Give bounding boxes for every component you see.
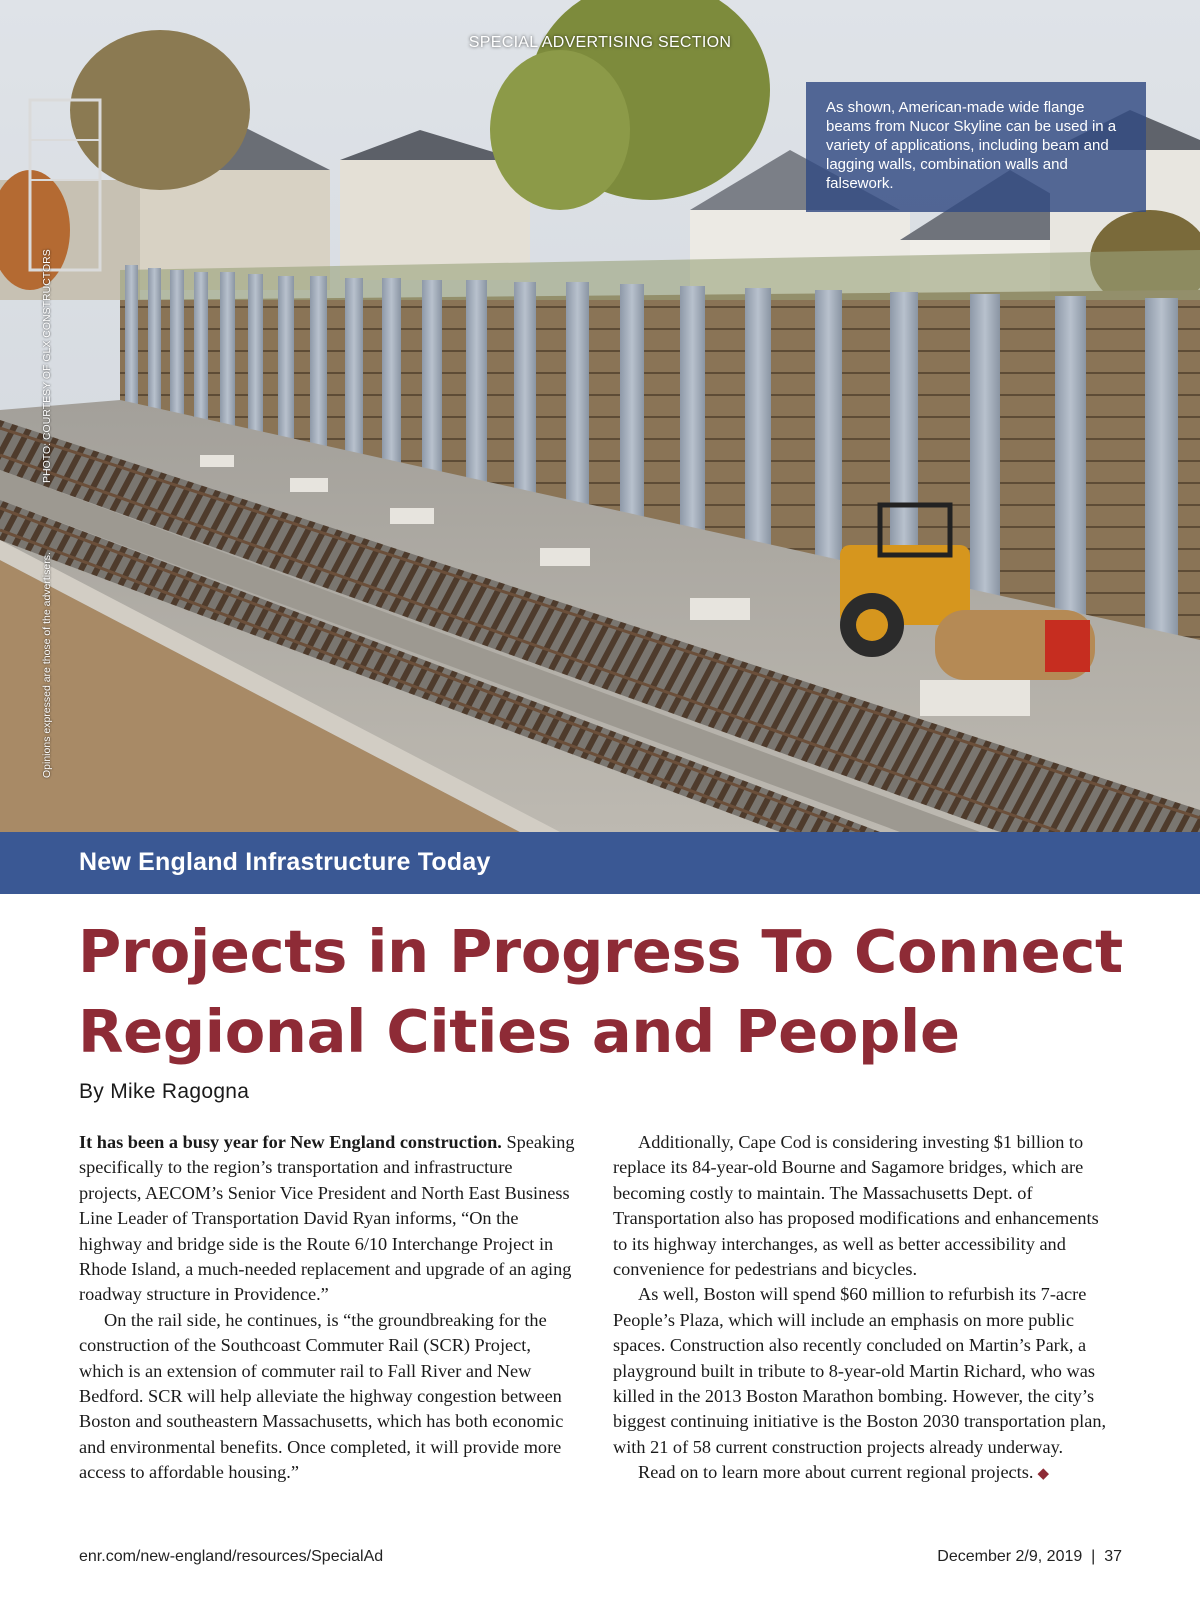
advertiser-disclaimer: Opinions expressed are those of the advertisers. [41, 552, 53, 778]
photo-caption: As shown, American-made wide flange beams from Nucor Skyline can be used in a variety of applications, including beam and lagging walls, combination walls and falsework. [806, 82, 1146, 212]
section-band [0, 832, 1200, 894]
photo-credit: PHOTO: COURTESY OF GLX CONSTRUCTORS [41, 249, 53, 483]
section-label: SPECIAL ADVERTISING SECTION [468, 34, 732, 51]
paragraph-1 [79, 1130, 579, 1308]
band-title: New England Infrastructure Today [79, 848, 491, 876]
byline: By Mike Ragogna [79, 1080, 250, 1103]
footer-url: enr.com/new-england/resources/SpecialAd [79, 1548, 384, 1565]
paragraph-5 [613, 1460, 1113, 1487]
paragraph-5-text: Read on to learn more about current regional projects. [638, 1462, 1034, 1483]
lead-sentence: It has been a busy year for New England construction. [79, 1132, 502, 1152]
article-column-left [79, 1130, 579, 1486]
paragraph-1-text: Speaking specifically to the region’s transportation and infrastructure projects, AECOM’s Senior Vice President and North East Business Line Leader of Transportation David Ryan informs, “On the highway and bridge side is the Route 6/10 Interchange Project in Rhode Island, a much-needed replacement and upgrade of an aging roadway structure in Providence.” [79, 1132, 575, 1305]
paragraph-4: As well, Boston will spend $60 million to refurbish its 7-acre People’s Plaza, which will include an emphasis on more public spaces. Construction also recently concluded on Martin’s Park, a playground built in tribute to 8-year-old Martin Richard, who was killed in the 2013 Boston Marathon bombing. However, the city’s biggest continuing initiative is the Boston 2030 transportation plan, with 21 of 58 current construction projects already underway. [613, 1284, 1107, 1457]
paragraph-3: Additionally, Cape Cod is considering investing $1 billion to replace its 84-year-old Bourne and Sagamore bridges, which are becoming costly to maintain. The Massachusetts Dept. of Transportation also has proposed modifications and enhancements to its highway interchanges, as well as better accessibility and convenience for pedestrians and bicycles. [613, 1132, 1099, 1280]
footer-date-page: December 2/9, 2019 | 37 [937, 1548, 1122, 1565]
article-headline: Projects in Progress To Connect Regional Cities and People [78, 917, 1123, 1066]
end-mark-icon: ◆ [1037, 1466, 1049, 1483]
paragraph-2: On the rail side, he continues, is “the groundbreaking for the construction of the Southcoast Commuter Rail (SCR) Project, which is an extension of commuter rail to Fall River and New Bedford. SCR will help alleviate the highway congestion between Boston and southeastern Massachusetts, which has both economic and environmental benefits. Once completed, it will provide more access to affordable housing.” [79, 1309, 564, 1483]
article-column-right [613, 1130, 1113, 1488]
